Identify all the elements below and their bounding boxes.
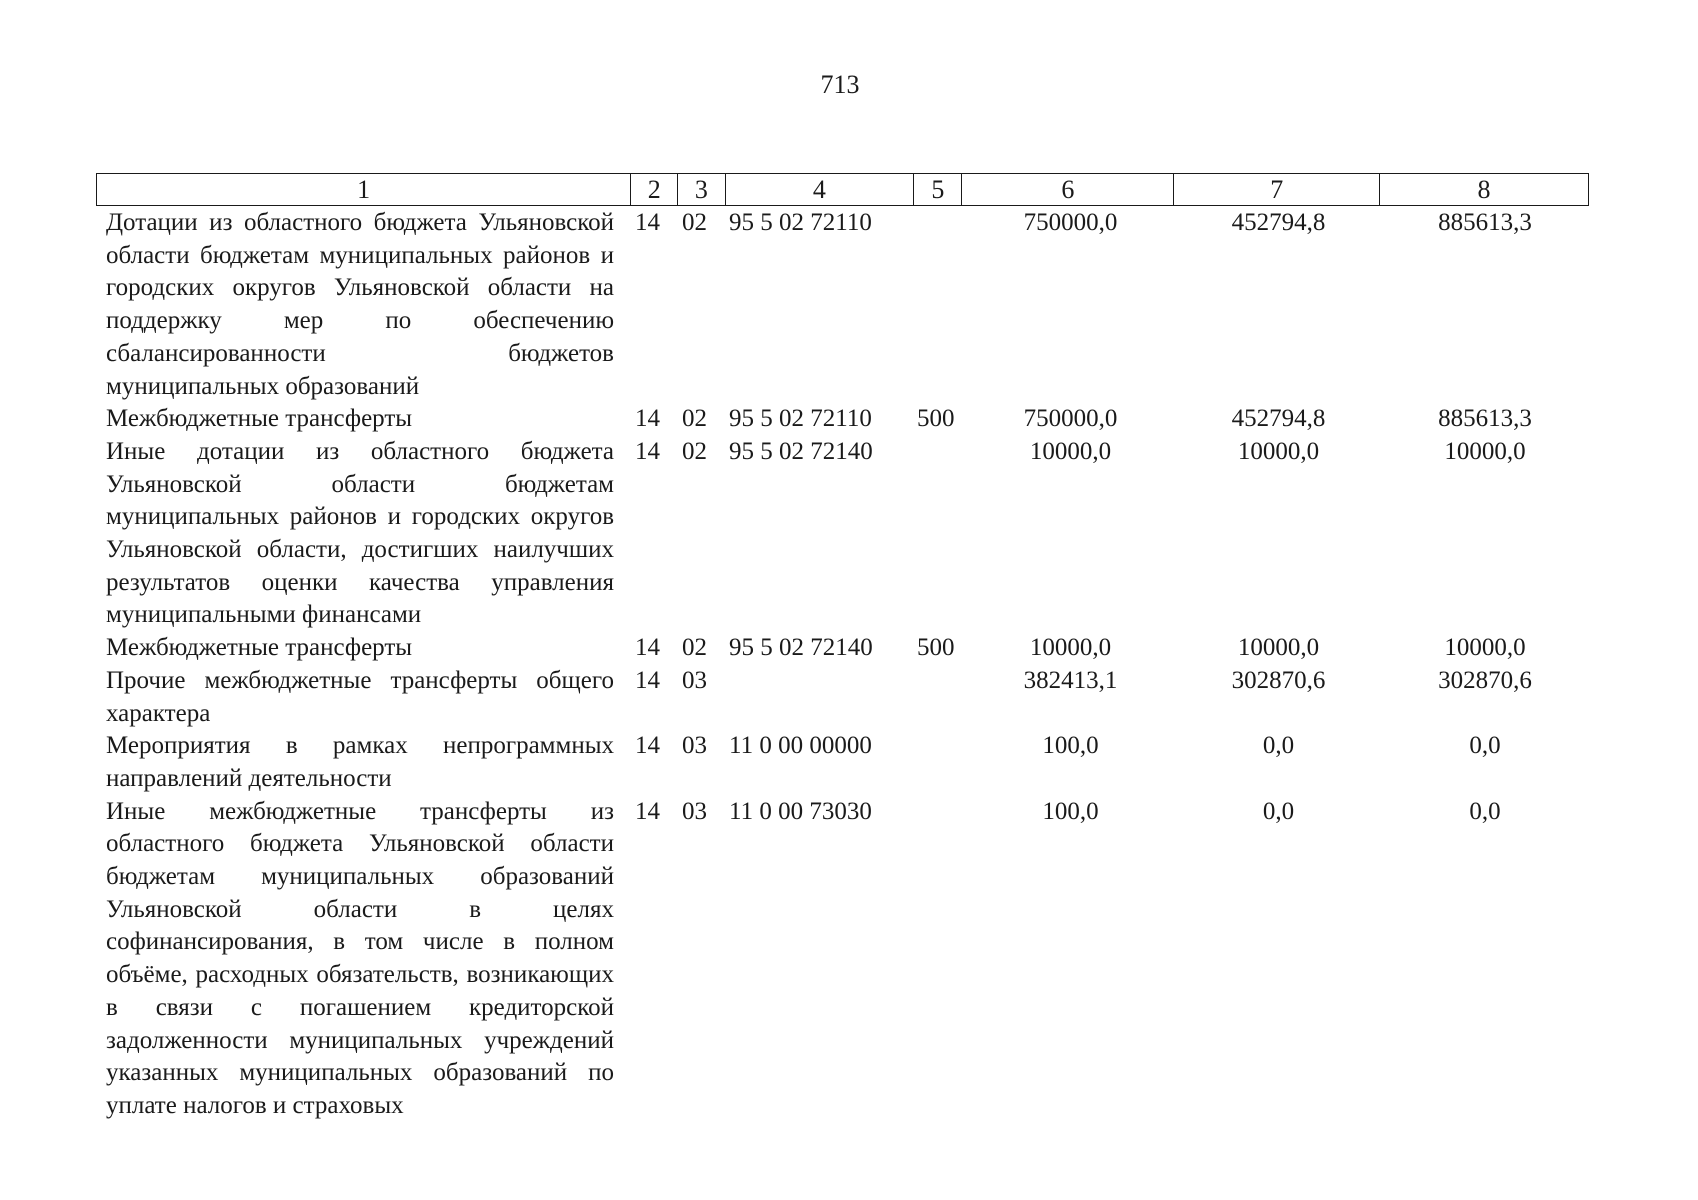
row-amount-col8: 10000,0 — [1444, 634, 1526, 662]
column-header-8: 8 — [1380, 174, 1589, 206]
column-header-4: 4 — [725, 174, 914, 206]
row-target-article-code: 11 0 00 00000 — [729, 732, 872, 760]
page-number: 713 — [820, 70, 860, 99]
row-target-article-code: 95 5 02 72110 — [729, 405, 872, 433]
row-section-code: 14 — [635, 437, 660, 465]
table-row — [0, 665, 1698, 730]
row-subsection-code: 02 — [682, 405, 707, 433]
table-row — [0, 632, 1698, 665]
row-target-article-code: 95 5 02 72140 — [729, 437, 873, 465]
row-subsection-code: 02 — [682, 209, 707, 236]
row-subsection-code: 03 — [682, 732, 707, 760]
row-description: Прочие межбюджетные трансферты общего характера — [106, 666, 614, 727]
row-amount-col7: 10000,0 — [1237, 634, 1320, 662]
row-section-code: 14 — [635, 209, 660, 236]
row-amount-col7: 0,0 — [1262, 797, 1295, 825]
row-description: Межбюджетные трансферты — [106, 405, 413, 433]
column-header-3: 3 — [678, 174, 725, 206]
column-header-5: 5 — [914, 174, 962, 206]
row-subsection-code: 03 — [682, 666, 707, 694]
table-row — [0, 207, 1698, 403]
table-row — [0, 403, 1698, 436]
row-subsection-code: 02 — [682, 634, 707, 662]
row-section-code: 14 — [635, 634, 660, 662]
row-subsection-code: 03 — [682, 797, 707, 825]
budget-table-body — [0, 207, 1698, 1123]
row-section-code: 14 — [635, 666, 660, 694]
row-target-article-code: 95 5 02 72140 — [729, 634, 873, 662]
row-amount-col6: 382413,1 — [1023, 666, 1118, 694]
column-header-1: 1 — [97, 174, 631, 206]
column-header-7: 7 — [1174, 174, 1380, 206]
row-target-article-code: 11 0 00 73030 — [729, 797, 872, 825]
row-amount-col6: 100,0 — [1042, 797, 1099, 825]
row-amount-col7: 452794,8 — [1231, 209, 1326, 236]
row-amount-col7: 452794,8 — [1231, 405, 1326, 433]
row-amount-col8: 885613,3 — [1438, 405, 1532, 433]
row-amount-col6: 10000,0 — [1029, 437, 1112, 465]
table-row — [0, 436, 1698, 632]
row-amount-col7: 0,0 — [1262, 732, 1295, 760]
row-amount-col8: 885613,3 — [1438, 209, 1532, 236]
row-description: Мероприятия в рамках непрограммных направлений деятельности — [106, 732, 614, 792]
row-amount-col8: 302870,6 — [1438, 666, 1532, 694]
row-subsection-code: 02 — [682, 437, 707, 465]
column-header-row — [97, 174, 1589, 206]
row-description: Иные межбюджетные трансферты из областного бюджета Ульяновской области бюджетам муниципальных образований Ульяновской области в целях софинансирования, в том числе в полном объёме, расходных обязательств, возникающих в связи с погашением кредиторской задолженности муниципальных учреждений указанных муниципальных образований по уплате налогов и страховых — [106, 797, 614, 1119]
row-amount-col8: 10000,0 — [1444, 437, 1526, 465]
row-amount-col7: 10000,0 — [1237, 437, 1320, 465]
row-expense-type-code: 500 — [917, 405, 955, 433]
row-expense-type-code: 500 — [917, 634, 955, 662]
row-description: Дотации из областного бюджета Ульяновской области бюджетам муниципальных районов и городских округов Ульяновской области на поддержку мер по обеспечению сбалансированности бюджетов муниципальных образований — [106, 209, 614, 400]
row-section-code: 14 — [635, 732, 660, 760]
row-amount-col6: 10000,0 — [1029, 634, 1112, 662]
row-section-code: 14 — [635, 405, 660, 433]
row-section-code: 14 — [635, 797, 660, 825]
column-header-6: 6 — [962, 174, 1174, 206]
column-header-table — [96, 173, 1589, 206]
column-header-2: 2 — [631, 174, 678, 206]
row-description: Межбюджетные трансферты — [106, 634, 413, 662]
row-amount-col6: 100,0 — [1042, 732, 1099, 760]
row-description: Иные дотации из областного бюджета Ульяновской области бюджетам муниципальных районов и городских округов Ульяновской области, достигших наилучших результатов оценки качества управления муниципальными финансами — [106, 437, 614, 629]
table-row — [0, 796, 1698, 1123]
table-row — [0, 730, 1698, 795]
row-amount-col6: 750000,0 — [1023, 209, 1118, 236]
row-amount-col8: 0,0 — [1469, 797, 1501, 825]
row-amount-col7: 302870,6 — [1231, 666, 1326, 694]
row-amount-col8: 0,0 — [1469, 732, 1501, 760]
row-amount-col6: 750000,0 — [1023, 405, 1118, 433]
row-target-article-code: 95 5 02 72110 — [729, 209, 872, 236]
